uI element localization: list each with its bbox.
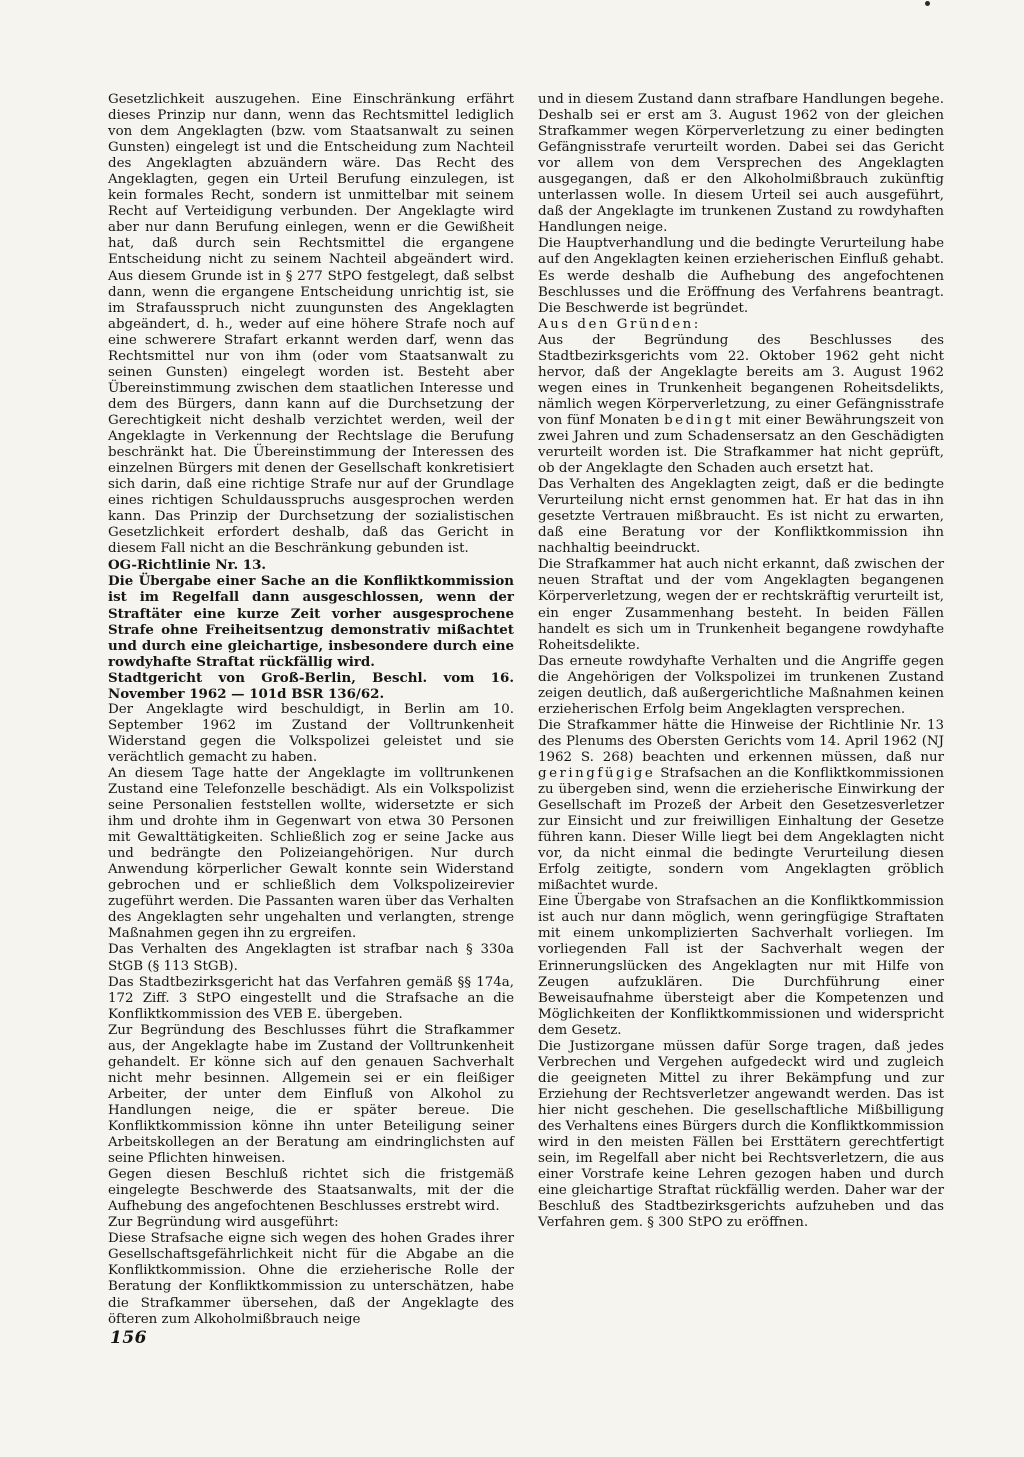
paragraph: Der Angeklagte wird beschuldigt, in Berlin am 10. September 1962 im Zustand der Volltrunkenheit Widerstand gegen die Volkspolizei geleistet und sie verächtlich gemacht zu haben. (108, 701, 514, 765)
paragraph: Das Verhalten des Angeklagten ist strafbar nach § 330a StGB (§ 113 StGB). (108, 942, 514, 974)
paragraph: Die Strafkammer hat auch nicht erkannt, daß zwischen der neuen Straftat und der vom Angeklagten begangenen Körperverletzung, wegen der er rechtskräftig verurteilt ist, ein enger Zusammenhang besteht. In beiden Fällen handelt es sich um in Trunkenheit begangene rowdyhafte Roheitsdelikte. (538, 557, 944, 653)
court-citation: Stadtgericht von Groß-Berlin, Beschl. vom 16. November 1962 — 101d BSR 136/62. (108, 669, 514, 702)
left-column (108, 92, 514, 1328)
page-number: 156 (110, 1328, 147, 1348)
paragraph: Die Hauptverhandlung und die bedingte Verurteilung habe auf den Angeklagten keinen erzieherischen Einfluß gehabt. Es werde deshalb die Aufhebung des angefochtenen Beschlusses und die Eröffnung des Verfahrens beantragt. Die Beschwerde ist begründet. (538, 236, 944, 316)
paragraph: Diese Strafsache eigne sich wegen des hohen Grades ihrer Gesellschaftsgefährlichkeit nicht für die Abgabe an die Konfliktkommission. Ohne die erzieherische Rolle der Beratung der Konfliktkommission zu unterschätzen, habe die Strafkammer übersehen, daß der Angeklagte des öfteren zum Alkoholmißbrauch neige (108, 1231, 514, 1327)
right-column (538, 92, 944, 1231)
paragraph: Das Stadtbezirksgericht hat das Verfahren gemäß §§ 174a, 172 Ziff. 3 StPO eingestellt und die Strafsache an die Konfliktkommission des VEB E. übergeben. (108, 974, 514, 1022)
paragraph: Die Justizorgane müssen dafür Sorge tragen, daß jedes Verbrechen und Vergehen aufgedeckt wird und zugleich die geeigneten Mittel zu ihrer Bekämpfung und zur Erziehung der Rechtsverletzer angewandt werden. Das ist hier nicht geschehen. Die gesellschaftliche Mißbilligung des Verhaltens eines Bürgers durch die Konfliktkommission wird in den meisten Fällen bei Ersttätern gerechtfertigt sein, im Regelfall aber nicht bei Rechtsverletzern, die aus einer Vorstrafe keine Lehren gezogen haben und durch eine gleichartige Straftat rückfällig werden. Daher war der Beschluß des Stadtbezirksgerichts aufzuheben und das Verfahren gem. § 300 StPO zu eröffnen. (538, 1038, 944, 1231)
paragraph-text: Aus der Begründung des Beschlusses des Stadtbezirksgerichts vom 22. Oktober 1962 geht nicht hervor, daß der Angeklagte bereits am 3. August 1962 wegen eines in Trunkenheit begangenen Roheitsdelikts, nämlich wegen Körperverletzung, zu einer Gefängnisstrafe von fünf Monaten (538, 332, 944, 428)
paragraph: Das Verhalten des Angeklagten zeigt, daß er die bedingte Verurteilung nicht ernst genommen hat. Er hat das in ihn gesetzte Vertrauen mißbraucht. Es ist nicht zu erwarten, daß eine Beratung vor der Konfliktkommission ihn nachhaltig beeindruckt. (538, 477, 944, 557)
paragraph (538, 718, 944, 895)
paragraph (538, 333, 944, 477)
paragraph: An diesem Tage hatte der Angeklagte im volltrunkenen Zustand eine Telefonzelle beschädigt. Als ein Volkspolizist seine Personalien feststellen wollte, widersetzte er sich ihm und drohte ihm in Gegenwart von etwa 30 Personen mit Gewalttätigkeiten. Schließlich zog er seine Jacke aus und bedrängte den Polizeiangehörigen. Nur durch Anwendung körperlicher Gewalt konnte sein Widerstand gebrochen und er schließlich dem Volkspolizeirevier zugeführt werden. Die Passanten waren über das Verhalten des Angeklagten sehr ungehalten und verlangten, strenge Maßnahmen gegen ihn zu ergreifen. (108, 765, 514, 942)
scan-speck (925, 1, 930, 6)
paragraph: und in diesem Zustand dann strafbare Handlungen begehe. Deshalb sei er erst am 3. August 1962 von der gleichen Strafkammer wegen Körperverletzung zu einer bedingten Gefängnisstrafe verurteilt worden. Dabei sei das Gericht vor allem von dem Versprechen des Angeklagten ausgegangen, daß er den Alkoholmißbrauch zukünftig unterlassen wolle. In diesem Urteil sei auch ausgeführt, daß der Angeklagte im trunkenen Zustand zu rowdyhaften Handlungen neige. (538, 92, 944, 236)
paragraph: Eine Übergabe von Strafsachen an die Konfliktkommission ist auch nur dann möglich, wenn geringfügige Straftaten mit einem unkomplizierten Sachverhalt vorliegen. Im vorliegenden Fall ist der Sachverhalt wegen der Erinnerungslücken des Angeklagten nur mit Hilfe von Zeugen aufzuklären. Die Durchführung einer Beweisaufnahme übersteigt aber die Kompetenzen und Möglichkeiten der Konfliktkommissionen und widerspricht dem Gesetz. (538, 894, 944, 1038)
emphasis-text: geringfügige (538, 765, 656, 781)
section-heading: Aus den Gründen: (538, 316, 701, 332)
paragraph-text: Die Strafkammer hätte die Hinweise der Richtlinie Nr. 13 des Plenums des Obersten Gerichts vom 14. April 1962 (NJ 1962 S. 268) beachten und erkennen müssen, daß nur (538, 717, 944, 765)
headnote: Die Übergabe einer Sache an die Konfliktkommission ist im Regelfall dann ausgeschlossen, wenn der Straftäter eine kurze Zeit vorher ausgesprochene Strafe ohne Freiheitsentzug demonstrativ mißachtet und durch eine gleichartige, insbesondere durch eine rowdyhafte Straftat rückfällig wird. (108, 573, 514, 670)
section-heading: OG-Richtlinie Nr. 13. (108, 557, 267, 574)
paragraph-text: mit einer Bewährungszeit von zwei Jahren und zum Schadensersatz an den Geschädigten verurteilt worden ist. Die Strafkammer hat nicht geprüft, ob der Angeklagte den Schaden auch ersetzt hat. (538, 412, 944, 477)
paragraph: Zur Begründung wird ausgeführt: (108, 1215, 339, 1231)
paragraph: Zur Begründung des Beschlusses führt die Strafkammer aus, der Angeklagte habe im Zustand der Volltrunkenheit gehandelt. Er könne sich auf den genauen Sachverhalt nicht mehr besinnen. Allgemein sei er ein fleißiger Arbeiter, der unter dem Einfluß von Alkohol zu Handlungen neige, die er später bereue. Die Konfliktkommission könne ihn unter Beteiligung seiner Arbeitskollegen an der Beratung am eindringlichsten auf seine Pflichten hinweisen. (108, 1022, 514, 1167)
paragraph: Gesetzlichkeit auszugehen. Eine Einschränkung erfährt dieses Prinzip nur dann, wenn das Rechtsmittel lediglich von dem Angeklagten (bzw. vom Staatsanwalt zu seinen Gunsten) eingelegt ist und die Entscheidung zum Nachteil des Angeklagten abzuändern wäre. Das Recht des Angeklagten, gegen ein Urteil Berufung einzulegen, ist kein formales Recht, sondern ist unmittelbar mit seinem Recht auf Verteidigung verbunden. Der Angeklagte wird aber nur dann Berufung einlegen, wenn er die Gewißheit hat, daß durch sein Rechtsmittel die ergangene Entscheidung nicht zu seinem Nachteil abgeändert wird. Aus diesem Grunde ist in § 277 StPO festgelegt, daß selbst dann, wenn die ergangene Entscheidung unrichtig ist, sie im Strafausspruch nicht zuungunsten des Angeklagten abgeändert, d. h., weder auf eine höhere Strafe noch auf eine schwerere Strafart erkannt werden darf, wenn das Rechtsmittel nur von ihm (oder vom Staatsanwalt zu seinen Gunsten) eingelegt worden ist. Besteht aber Übereinstimmung zwischen dem staatlichen Interesse und dem des Bürgers, dann kann auf die Durchsetzung der Gerechtigkeit nicht deshalb verzichtet werden, weil der Angeklagte in Verkennung der Rechtslage die Berufung beschränkt hat. Die Übereinstimmung der Interessen des einzelnen Bürgers mit denen der Gesellschaft konkretisiert sich darin, daß eine richtige Strafe nur auf der Grundlage eines richtigen Schuldausspruchs ausgesprochen werden kann. Das Prinzip der Durchsetzung der sozialistischen Gesetzlichkeit erfordert deshalb, daß das Gericht in diesem Fall nicht an die Beschränkung gebunden ist. (108, 92, 514, 557)
paragraph: Das erneute rowdyhafte Verhalten und die Angriffe gegen die Angehörigen der Volkspolizei im trunkenen Zustand zeigen deutlich, daß außergerichtliche Maßnahmen keinen erzieherischen Erfolg beim Angeklagten versprechen. (538, 653, 944, 717)
emphasis-text: bedingt (664, 412, 734, 428)
paragraph-text: Strafsachen an die Konfliktkommissionen zu übergeben sind, wenn die erzieherische Einwirkung der Gesellschaft im Prozeß der Arbeit den Gesetzesverletzer zur Einsicht und zur freiwilligen Einhaltung der Gesetze führen kann. Dieser Wille liegt bei dem Angeklagten nicht vor, da nicht einmal die bedingte Verurteilung diesen Erfolg zeitigte, sondern vom Angeklagten gröblich mißachtet wurde. (538, 765, 944, 894)
paragraph: Gegen diesen Beschluß richtet sich die fristgemäß eingelegte Beschwerde des Staatsanwalts, mit der die Aufhebung des angefochtenen Beschlusses erstrebt wird. (108, 1167, 514, 1215)
